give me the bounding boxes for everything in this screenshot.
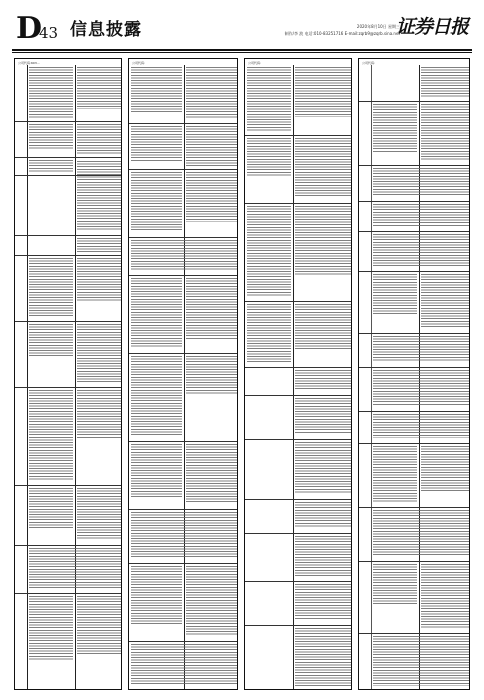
text-block: [77, 596, 121, 654]
text-block: [186, 67, 237, 119]
page-letter: D: [16, 11, 43, 46]
row-divider: [245, 533, 351, 534]
row-divider: [245, 203, 351, 204]
text-block: [77, 161, 121, 231]
text-block: [131, 67, 182, 113]
row-divider: [359, 561, 469, 562]
column-heading: 公司代码:603...: [18, 61, 40, 65]
text-block: [295, 67, 351, 117]
column-divider: [293, 65, 294, 689]
text-block: [373, 274, 417, 314]
announcement-column-3: [244, 58, 352, 690]
text-block: [77, 390, 121, 438]
text-block: [373, 510, 469, 556]
row-divider: [129, 441, 237, 442]
text-block: [29, 548, 121, 588]
text-block: [77, 324, 121, 384]
row-divider: [359, 165, 469, 166]
row-divider: [245, 499, 351, 500]
row-divider: [129, 237, 237, 238]
text-block: [373, 336, 469, 362]
row-divider: [129, 169, 237, 170]
text-block: [247, 304, 291, 362]
text-block: [29, 124, 73, 150]
text-block: [77, 67, 121, 109]
row-divider: [359, 633, 469, 634]
column-body: [129, 65, 237, 689]
text-block: [29, 258, 73, 316]
row-divider: [359, 231, 469, 232]
row-divider: [359, 101, 469, 102]
row-divider: [129, 275, 237, 276]
row-divider: [15, 593, 121, 594]
row-divider: [15, 235, 121, 236]
text-block: [131, 356, 182, 436]
text-block: [373, 370, 469, 406]
row-divider: [129, 123, 237, 124]
text-block: [247, 138, 291, 176]
text-block: [29, 324, 73, 358]
text-block: [295, 138, 351, 198]
text-block: [295, 206, 351, 276]
text-block: [421, 446, 469, 492]
text-block: [131, 444, 182, 498]
text-block: [131, 240, 237, 270]
text-block: [373, 636, 469, 686]
column-divider: [184, 65, 185, 689]
text-block: [421, 274, 469, 328]
row-label-divider: [27, 65, 28, 689]
text-block: [295, 628, 351, 688]
text-block: [186, 444, 237, 504]
row-divider: [245, 439, 351, 440]
text-block: [373, 414, 469, 438]
row-divider: [245, 301, 351, 302]
text-block: [186, 356, 237, 394]
row-divider: [245, 581, 351, 582]
page-number: 43: [39, 24, 59, 42]
text-block: [77, 238, 121, 252]
text-block: [295, 370, 351, 390]
row-divider: [359, 507, 469, 508]
text-block: [131, 278, 182, 348]
text-block: [186, 566, 237, 636]
row-divider: [359, 333, 469, 334]
text-block: [29, 160, 73, 172]
row-divider: [359, 201, 469, 202]
row-divider: [245, 395, 351, 396]
masthead: [12, 11, 472, 48]
text-block: [295, 536, 351, 576]
text-block: [131, 126, 182, 162]
row-divider: [129, 509, 237, 510]
column-heading: 公司代码:: [248, 61, 262, 65]
text-block: [373, 104, 417, 152]
text-block: [186, 278, 237, 340]
text-block: [295, 502, 351, 528]
text-block: [373, 234, 469, 266]
row-divider: [359, 443, 469, 444]
text-block: [77, 258, 121, 302]
row-divider: [129, 353, 237, 354]
announcement-column-1: [14, 58, 122, 690]
text-block: [77, 124, 121, 154]
text-block: [131, 512, 237, 558]
text-block: [29, 390, 73, 480]
row-label-divider: [371, 65, 372, 689]
column-divider: [75, 65, 76, 689]
row-divider: [15, 545, 121, 546]
column-body: [245, 65, 351, 689]
text-block: [373, 168, 469, 196]
text-block: [131, 566, 182, 626]
section-title: 信息披露: [70, 20, 142, 40]
row-divider: [15, 121, 121, 122]
row-divider: [359, 367, 469, 368]
text-block: [186, 126, 237, 166]
text-block: [421, 564, 469, 628]
row-divider: [15, 255, 121, 256]
row-divider: [359, 271, 469, 272]
text-block: [373, 446, 417, 502]
row-divider: [245, 625, 351, 626]
text-block: [295, 584, 351, 620]
row-divider: [15, 321, 121, 322]
row-divider: [129, 563, 237, 564]
column-heading: 公司代码:: [362, 61, 376, 65]
row-divider: [245, 135, 351, 136]
text-block: [295, 304, 351, 350]
text-block: [373, 564, 417, 604]
newspaper-logo: 证券日报: [395, 16, 468, 38]
row-divider: [15, 387, 121, 388]
announcement-column-4: [358, 58, 470, 690]
text-block: [29, 67, 73, 119]
header-rule: [12, 49, 472, 51]
row-divider: [15, 157, 121, 158]
text-block: [131, 172, 182, 232]
text-block: [421, 104, 469, 160]
header-rule-thin: [12, 52, 472, 53]
text-block: [29, 488, 73, 528]
column-body: [359, 65, 469, 689]
text-block: [247, 206, 291, 296]
text-block: [421, 67, 469, 97]
text-block: [77, 488, 121, 540]
row-divider: [129, 641, 237, 642]
text-block: [29, 596, 73, 660]
announcement-column-2: [128, 58, 238, 690]
row-divider: [359, 411, 469, 412]
column-heading: 公司代码:: [132, 61, 146, 65]
text-block: [247, 67, 291, 131]
editor-contact-line: 制作/李 波 电话:010-83251716 E-mail:zqrb9@zqrb.sina.net: [284, 31, 400, 36]
text-block: [373, 204, 469, 226]
text-block: [186, 172, 237, 222]
row-divider: [15, 485, 121, 486]
date-line: 2020年8月10日 星期三: [356, 24, 400, 29]
column-body: [15, 65, 121, 689]
text-block: [295, 398, 351, 434]
row-divider: [245, 367, 351, 368]
text-block: [131, 644, 237, 684]
text-block: [295, 442, 351, 494]
